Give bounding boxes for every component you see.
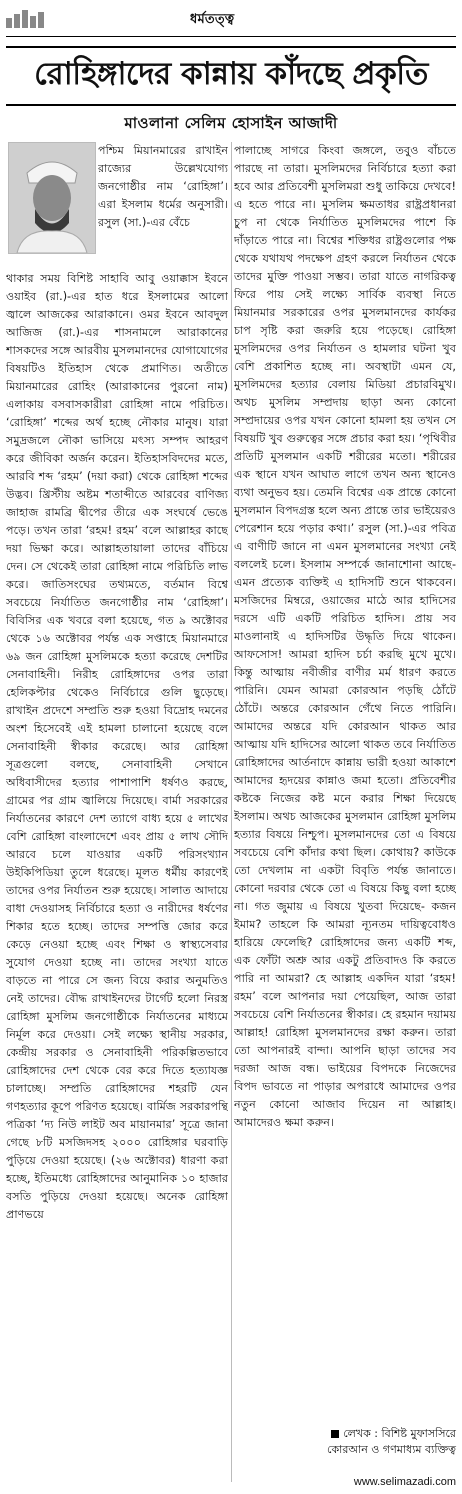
article-body-left (6, 270, 228, 1484)
article-body-right (234, 142, 456, 1422)
column-divider (231, 142, 232, 1482)
article-body-intro (98, 142, 228, 270)
header-rule (6, 36, 456, 37)
author-note-line2: কোরআন ও গণমাধ্যম ব্যক্তিত্ব (327, 1443, 456, 1456)
author-note (234, 1426, 456, 1458)
square-bullet-icon (331, 1430, 339, 1438)
article-headline: রোহিঙ্গাদের কান্নায় কাঁদছে প্রকৃতি (34, 56, 428, 92)
headline-bottom-rule (6, 104, 456, 106)
headline-top-rule (6, 46, 456, 48)
article-byline: মাওলানা সেলিম হোসাইন আজাদী (124, 114, 338, 132)
newspaper-logo-icon (6, 8, 68, 28)
page-header (0, 6, 462, 34)
author-website: www.selimazadi.com (353, 1476, 456, 1488)
article-paragraph: পশ্চিম মিয়ানমারের রাখাইন রাজ্যের উল্লেখযোগ্য জনগোষ্ঠীর নাম ‘রোহিঙ্গা’। এরা ইসলাম ধর্মের অনুসারী। রসুল (সা.)-এর বেঁচে (98, 144, 228, 229)
article-paragraph: থাকার সময় বিশিষ্ট সাহাবি আবু ওয়াক্কাস ইবনে ওয়াইব (রা.)-এর হাত ধরে ইসলামের আলো জ্বালে আজকের আরাকানে। ওমর ইবনে আবদুল আজিজ (রা.)-এর শাসনামলে আরাকানের শাসকদের সঙ্গে আরবীয় মুসলমানদের যোগাযোগের বিষয়টিও ইতিহাস থেকে প্রমাণিত। অতীতে মিয়ানমারের রোহিং (আরাকানের পুরনো নাম) এলাকায় বসবাসকারীরা রোহিঙ্গা নামে পরিচিত। ‘রোহিঙ্গা’ শব্দের অর্থ হচ্ছে নৌকার মানুষ। যারা সমুদ্রজলে নৌকা ভাসিয়ে মৎস্য সম্পদ আহরণ করে জীবিকা অর্জন করেন। ইতিহাসবিদদের মতে, আরবি শব্দ ‘রহম’ (দয়া করা) থেকে রোহিঙ্গা শব্দের উদ্ভব। খ্রিস্টীয় অষ্টম শতাব্দীতে আরবের বাণিজ্য জাহাজ রামব্রি দ্বীপের তীরে এক সংঘর্ষে ভেঙে পড়ে। তখন তারা ‘রহম! রহম’ বলে আল্লাহর কাছে দয়া ভিক্ষা করে। আল্লাহতায়ালা তাদের বাঁচিয়ে দেন। সে থেকেই তারা রোহিঙ্গা নামে পরিচিতি লাভ করে। জাতিসংঘের তথ্যমতে, বর্তমান বিশ্বে সবচেয়ে নির্যাতিত জনগোষ্ঠীর নাম ‘রোহিঙ্গা’। বিবিসির এক খবরে বলা হয়েছে, গত ৯ অক্টোবর থেকে ১৬ অক্টোবর পর্যন্ত এক সপ্তাহে মিয়ানমারে ৬৯ জন রোহিঙ্গা মুসলিমকে হত্যা করেছে দেশটির সেনাবাহিনী। নিরীহ রোহিঙ্গাদের ওপর তারা হেলিকপ্টার থেকেও নির্বিচারে গুলি ছুড়েছে। রাখাইন প্রদেশে সম্প্রতি শুরু হওয়া বিদ্রোহ দমনের অংশ হিসেবেই এই হামলা চালানো হয়েছে বলে সেনাবাহিনী স্বীকার করেছে। আর রোহিঙ্গা সূত্রগুলো বলছে, সেনাবাহিনী সেখানে অধিবাসীদের হত্যার পাশাপাশি ধর্ষণও করছে, গ্রামের পর গ্রাম জ্বালিয়ে দিয়েছে। বার্মা সরকারের নির্যাতনের কারণে দেশ ত্যাগে বাধ্য হয়ে ৫ লাখের বেশি রোহিঙ্গা বাংলাদেশে এবং প্রায় ৫ লাখ সৌদি আরবে চলে যাওয়ার একটি পরিসংখ্যান উইকিপিডিয়া তুলে ধরেছে। মূলত ধর্মীয় কারণেই তাদের ওপর নির্যাতন শুরু হয়েছে। সালাত আদায়ে বাধা দেওয়াসহ নির্বিচারে হত্যা ও নারীদের ধর্ষণের শিকার হতে হচ্ছে। তাদের সম্পত্তি জোর করে কেড়ে নেওয়া হচ্ছে এবং শিক্ষা ও স্বাস্থ্যসেবার সুযোগ দেওয়া হচ্ছে না। তাদের সংখ্যা যাতে বাড়তে না পারে সে জন্য বিয়ে করার অনুমতিও নেই তাদের। বৌদ্ধ রাখাইনদের টার্গেট হলো নিরস্ত্র রোহিঙ্গা মুসলিম জনগোষ্ঠীকে নির্যাতনের মাধ্যমে নির্মূল করে দেওয়া। সেই লক্ষ্যে স্থানীয় সরকার, কেন্দ্রীয় সরকার ও সেনাবাহিনী পরিকল্পিতভাবে রোহিঙ্গাদের দেশ থেকে বের করে দিতে হত্যাযজ্ঞ চালাচ্ছে। সম্প্রতি রোহিঙ্গাদের শহরটি যেন গণহত্যার কূপে পরিণত হয়েছে। বার্মিজ সরকারপন্থি পত্রিকা ‘দ্য নিউ লাইট অব মায়ানমার’ সূত্রে জানা গেছে ৮টি মসজিদসহ ২০০০ রোহিঙ্গার ঘরবাড়ি পুড়িয়ে দেওয়া হয়েছে। (২৬ অক্টোবর) ধারণা করা হচ্ছে, ইতিমধ্যে রোহিঙ্গাদের আনুমানিক ১০ হাজার বসতি পুড়িয়ে দেওয়া হয়েছে। অনেক রোহিঙ্গা প্রাণভয়ে (6, 272, 228, 1221)
author-portrait (8, 142, 96, 254)
author-note-line1: লেখক : বিশিষ্ট মুফাসসিরে (343, 1427, 456, 1440)
section-title: ধর্মতত্ত্ব (190, 12, 235, 27)
article-paragraph: পালাচ্ছে সাগরে কিংবা জঙ্গলে, তবুও বাঁচতে পারছে না তারা। মুসলিমদের নির্বিচারে হত্যা করা হবে আর প্রতিবেশী মুসলিমরা শুধু তাকিয়ে দেখবে! এ হতে পারে না। মুসলিম ক্ষমতাধর রাষ্ট্রপ্রধানরা চুপ না থেকে নির্যাতিত মুসলিমদের পাশে কি দাঁড়াতে পারে না। বিশ্বের শক্তিধর রাষ্ট্রগুলোর পক্ষ থেকে যথাযথ পদক্ষেপ গ্রহণ করলে নির্যাতন থেকে তাদের মুক্তি পাওয়া সম্ভব। তারা যাতে নাগরিকত্ব ফিরে পায় সেই লক্ষ্যে সার্বিক ব্যবস্থা নিতে মিয়ানমার সরকারের ওপর মুসলমানদের কার্যকর চাপ সৃষ্টি করা জরুরি হয়ে পড়েছে। রোহিঙ্গা মুসলিমদের ওপর নির্যাতন ও হামলার ঘটনা খুব বেশি প্রকাশিত হচ্ছে না। অবস্থাটা এমন যে, মুসলিমদের হত্যার বেলায় মিডিয়া প্রচারবিমুখ। অথচ মুসলিম সম্প্রদায় ছাড়া অন্য কোনো সম্প্রদায়ের ওপর যখন কোনো হামলা হয় তখন সে বিষয়টি খুব গুরুত্বের সঙ্গে প্রচার করা হয়। ‘পৃথিবীর প্রতিটি মুসলমান একটি শরীরের মতো। শরীরের এক স্থানে যখন আঘাত লাগে তখন অন্য স্থানেও ব্যথা অনুভব হয়। তেমনি বিশ্বের এক প্রান্তে কোনো মুসলমান বিপদগ্রস্ত হলে অন্য প্রান্তে তার ভাইয়েরও পেরেশান হয়ে পড়ার কথা।’ রসুল (সা.)-এর পবিত্র এ বাণীটি জানে না এমন মুসলমানের সংখ্যা নেই বললেই চলে। ইসলাম সম্পর্কে জানাশোনা আছে- এমন প্রত্যেক ব্যক্তিই এ হাদিসটি শুনে থাকবেন। মসজিদের মিম্বরে, ওয়াজের মাঠে আর হাদিসের দরসে এটি একটি পরিচিত হাদিস। প্রায় সব মাওলানাই এ হাদিসটির উদ্ধৃতি দিয়ে থাকেন। আফসোস! আমরা হাদিস চর্চা করছি মুখে মুখে। কিন্তু আত্মায় নবীজীর বাণীর মর্ম ধারণ করতে পারিনি। যেমন আমরা কোরআন পড়ছি ঠোঁটে ঠোঁটে। অন্তরে কোরআন গেঁথে নিতে পারিনি। আমাদের অন্তরে যদি কোরআন থাকত আর আত্মায় যদি হাদিসের আলো থাকত তবে নির্যাতিত রোহিঙ্গাদের আর্তনাদে কান্নায় ভারী হওয়া আকাশে আমাদের হৃদয়ের কান্নাও জমা হতো। প্রতিবেশীর কষ্টকে নিজের কষ্ট মনে করার শিক্ষা দিয়েছে ইসলাম। অথচ আজকের মুসলমান রোহিঙ্গা মুসলিম হত্যার বিষয়ে নিশ্চুপ। মুসলমানদের তো এ বিষয়ে সবচেয়ে বেশি কাঁদার কথা ছিল। কোথায়? কাউকে তো দেখলাম না একটা বিবৃতি পর্যন্ত জানাতে। কোনো দরবার থেকে তো এ বিষয়ে কিছু বলা হচ্ছে না। গত জুমায় এ বিষয়ে খুতবা দিয়েছে- কজন ইমাম? তাহলে কি আমরা ন্যূনতম দায়িত্ববোধও হারিয়ে ফেলেছি? রোহিঙ্গাদের জন্য একটি শব্দ, এক ফোঁটা অশ্রু আর একটু প্রতিবাদও কি করতে পারি না আমরা? হে আল্লাহ একদিন যারা ‘রহম! রহম’ বলে আপনার দয়া পেয়েছিল, আজ তারা সবচেয়ে বেশি নির্যাতনের স্বীকার। হে রহমান দয়াময় আল্লাহ! রোহিঙ্গা মুসলমানদের রক্ষা করুন। তারা তো আপনারই বান্দা। আপনি ছাড়া তাদের সব দরজা আজ বন্ধ। ভাইয়ের বিপদকে নিজেদের বিপদ ভাবতে না পাড়ার অপরাধে আমাদের ওপর নতুন কোনো আজাব দিয়েন না আল্লাহ। আমাদেরও ক্ষমা করুন। (234, 144, 456, 1129)
